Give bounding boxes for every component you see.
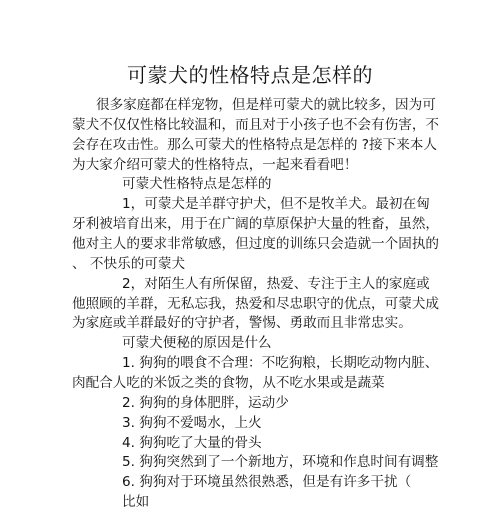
paragraph-line: 会存在攻击性。那么可蒙犬的性格特点是怎样的 ?接下来本人 bbox=[72, 136, 437, 153]
list-item-continuation: 肉配合人吃的米饭之类的食物，从不吃水果或是蔬菜 bbox=[72, 375, 385, 391]
list-item-continuation: 比如 bbox=[122, 494, 150, 511]
paragraph-line: 蒙犬不仅仅性格比较温和，而且对于小孩子也不会有伤害，不 bbox=[72, 116, 440, 133]
paragraph-line: 他照顾的羊群，无私忘我，热爱和尽忠职守的优点，可蒙犬成 bbox=[72, 295, 440, 312]
paragraph-line: 为大家介绍可蒙犬的性格特点，一起来看看吧！ bbox=[72, 156, 358, 173]
paragraph-line: 2，对陌生人有所保留，热爱、专注于主人的家庭或 bbox=[122, 275, 430, 292]
list-item: 4. 狗狗吃了大量的骨头 bbox=[122, 434, 262, 451]
paragraph-line: 很多家庭都在样宠物，但是样可蒙犬的就比较多，因为可 bbox=[96, 97, 436, 113]
article-title: 可蒙犬的性格特点是怎样的 bbox=[127, 63, 373, 87]
list-item: 1. 狗狗的喂食不合理：不吃狗粮，长期吃动物内脏、 bbox=[122, 355, 439, 372]
list-item: 3. 狗狗不爱喝水，上火 bbox=[122, 414, 262, 431]
paragraph-line: 牙利被培育出来，用于在广阔的草原保护大量的牲畜，虽然， bbox=[72, 216, 440, 233]
section-heading: 可蒙犬性格特点是怎样的 bbox=[122, 176, 272, 193]
list-item: 5. 狗狗突然到了一个新地方，环境和作息时间有调整 bbox=[122, 454, 439, 471]
paragraph-line: 为家庭或羊群最好的守护者，警惕、勇敢而且非常忠实。 bbox=[72, 315, 412, 332]
paragraph-line: 他对主人的要求非常敏感，但过度的训练只会造就一个固执的 bbox=[72, 236, 440, 252]
list-item: 2. 狗狗的身体肥胖，运动少 bbox=[122, 394, 289, 411]
section-heading: 可蒙犬便秘的原因是什么 bbox=[122, 335, 272, 352]
paragraph-line: 、 不快乐的可蒙犬 bbox=[72, 255, 186, 272]
list-item: 6. 狗狗对于环境虽然很熟悉，但是有许多干扰（ bbox=[122, 474, 412, 491]
paragraph-line: 1，可蒙犬是羊群守护犬，但不是牧羊犬。最初在匈 bbox=[122, 196, 430, 213]
